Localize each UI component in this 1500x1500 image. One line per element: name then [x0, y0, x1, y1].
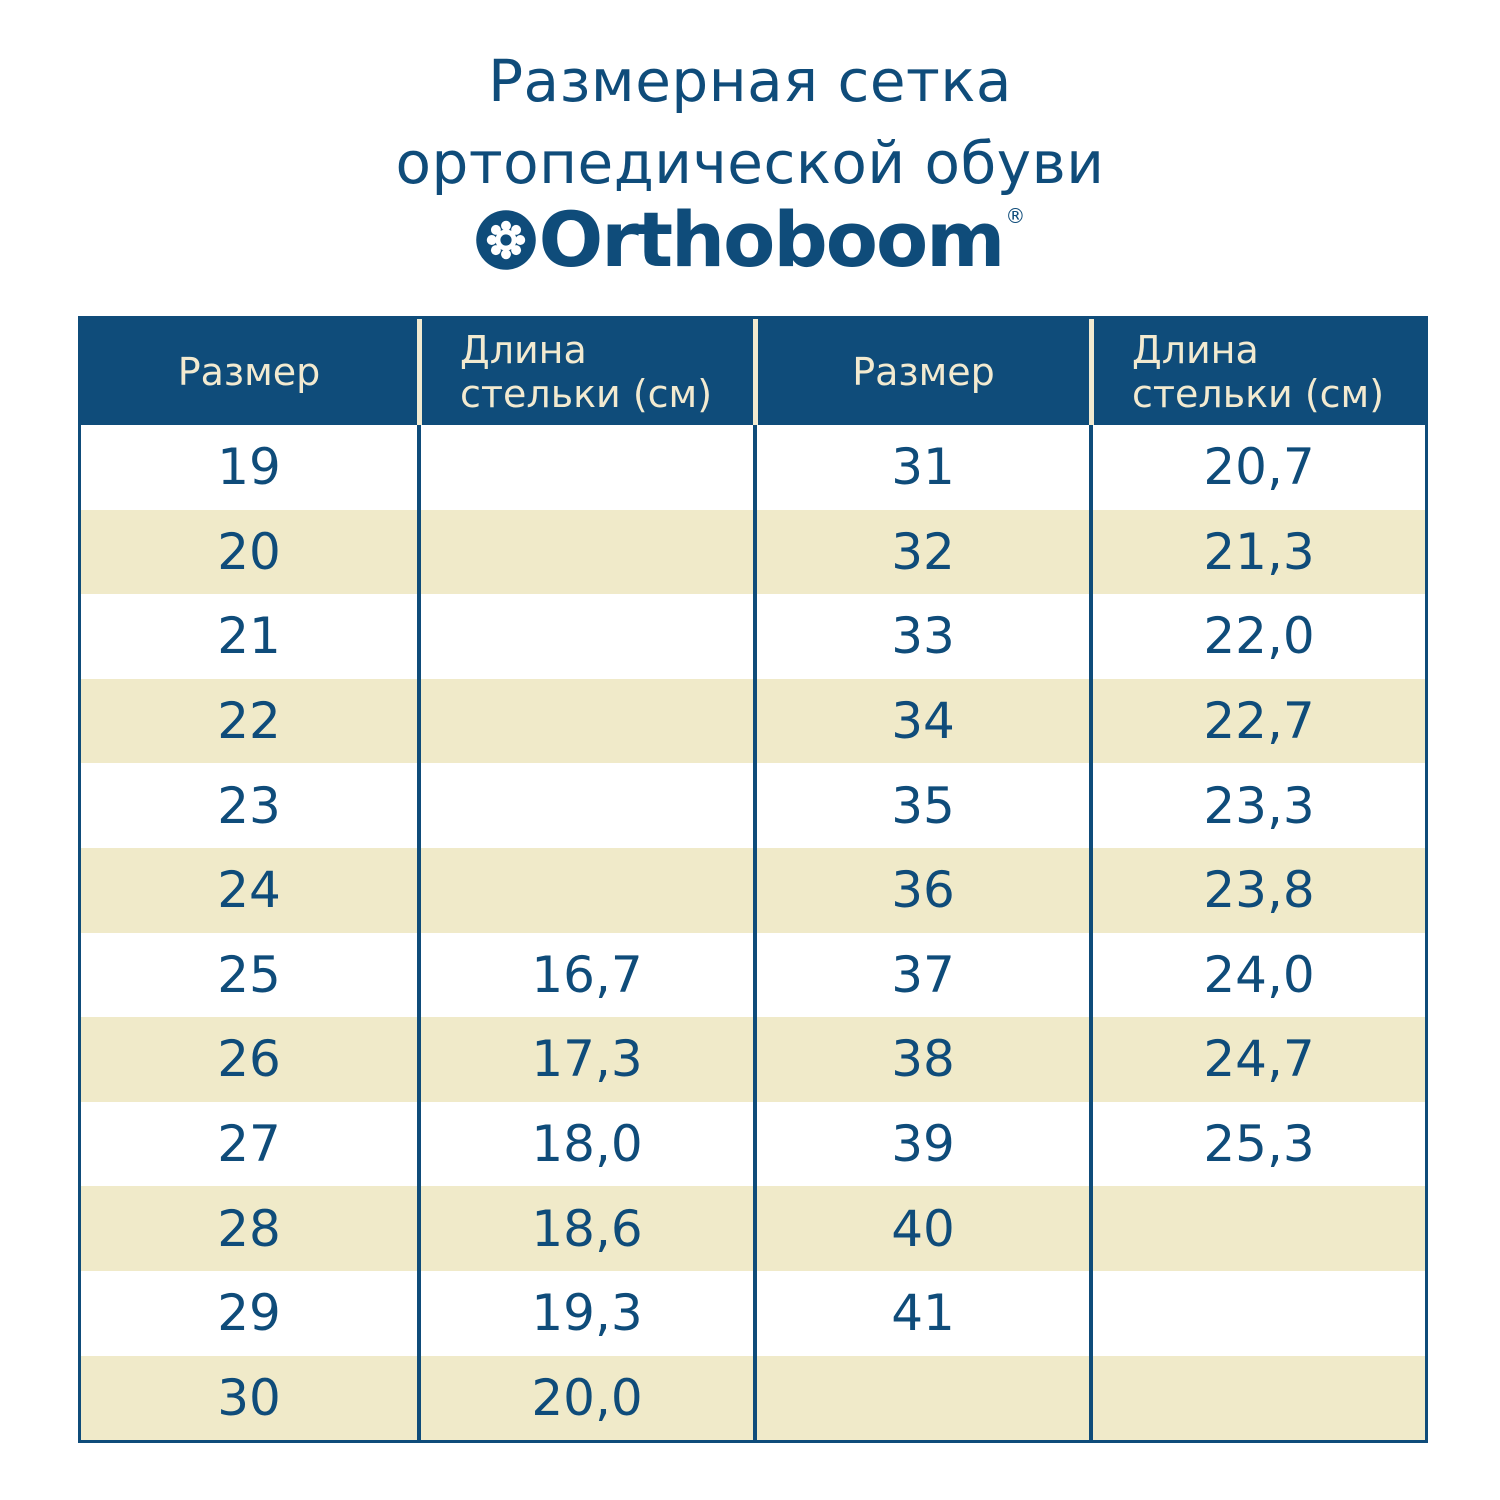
length-cell: [417, 510, 753, 595]
table-row: [81, 425, 1425, 510]
length-cell: 24,7: [1089, 1017, 1425, 1102]
length-cell: 19,3: [417, 1271, 753, 1356]
length-cell: 16,7: [417, 933, 753, 1018]
size-cell: 41: [753, 1271, 1089, 1356]
length-cell: 18,6: [417, 1186, 753, 1271]
page-title-line-2: ортопедической обуви: [395, 129, 1105, 197]
size-cell: [753, 1356, 1089, 1441]
length-cell: 24,0: [1089, 933, 1425, 1018]
size-cell: 22: [81, 679, 417, 764]
title-block: [0, 40, 1500, 204]
size-cell: 35: [753, 763, 1089, 848]
size-cell: 32: [753, 510, 1089, 595]
table-row: [81, 1271, 1425, 1356]
header-length-2-line-2: стельки (см): [1132, 372, 1385, 416]
length-cell: [417, 763, 753, 848]
header-size-2: Размер: [753, 319, 1089, 425]
table-row: [81, 510, 1425, 595]
size-cell: 34: [753, 679, 1089, 764]
size-cell: 40: [753, 1186, 1089, 1271]
table-row: [81, 1102, 1425, 1187]
length-cell: [417, 679, 753, 764]
header-length-1: [417, 319, 753, 425]
length-cell: 22,0: [1089, 594, 1425, 679]
size-cell: 21: [81, 594, 417, 679]
size-cell: 28: [81, 1186, 417, 1271]
size-chart-header: [81, 319, 1425, 425]
size-cell: 27: [81, 1102, 417, 1187]
length-cell: 17,3: [417, 1017, 753, 1102]
size-cell: 24: [81, 848, 417, 933]
size-cell: 33: [753, 594, 1089, 679]
table-row: [81, 594, 1425, 679]
length-cell: [1089, 1271, 1425, 1356]
length-cell: 22,7: [1089, 679, 1425, 764]
length-cell: 21,3: [1089, 510, 1425, 595]
header-length-2-line-1: Длина: [1132, 328, 1259, 372]
length-cell: 18,0: [417, 1102, 753, 1187]
length-cell: 23,8: [1089, 848, 1425, 933]
length-cell: [417, 848, 753, 933]
header-length-2: [1089, 319, 1425, 425]
size-cell: 29: [81, 1271, 417, 1356]
brand-logo-block: [0, 195, 1500, 284]
length-cell: 20,0: [417, 1356, 753, 1441]
length-cell: 20,7: [1089, 425, 1425, 510]
length-cell: [1089, 1356, 1425, 1441]
size-chart-body: [81, 425, 1425, 1440]
page-title-line-1: Размерная сетка: [488, 47, 1012, 115]
length-cell: [1089, 1186, 1425, 1271]
size-cell: 30: [81, 1356, 417, 1441]
size-cell: 20: [81, 510, 417, 595]
size-cell: 38: [753, 1017, 1089, 1102]
header-length-1-line-2: стельки (см): [460, 372, 713, 416]
table-row: [81, 933, 1425, 1018]
table-row: [81, 763, 1425, 848]
table-row: [81, 1356, 1425, 1441]
brand-name: Orthoboom: [538, 195, 1004, 284]
length-cell: 23,3: [1089, 763, 1425, 848]
length-cell: [417, 425, 753, 510]
length-cell: [417, 594, 753, 679]
size-chart-table: [78, 316, 1428, 1443]
table-row: [81, 679, 1425, 764]
orthoboom-logo-icon: [475, 209, 537, 271]
size-cell: 31: [753, 425, 1089, 510]
length-cell: 25,3: [1089, 1102, 1425, 1187]
size-cell: 26: [81, 1017, 417, 1102]
size-cell: 37: [753, 933, 1089, 1018]
size-cell: 39: [753, 1102, 1089, 1187]
header-length-1-line-1: Длина: [460, 328, 587, 372]
size-cell: 36: [753, 848, 1089, 933]
table-row: [81, 1017, 1425, 1102]
brand-logo-wrapper: [475, 195, 1026, 284]
table-row: [81, 848, 1425, 933]
header-size-1: Размер: [81, 319, 417, 425]
header-row: [81, 319, 1425, 425]
size-cell: 19: [81, 425, 417, 510]
registered-mark: ®: [1005, 204, 1026, 228]
size-cell: 23: [81, 763, 417, 848]
table-row: [81, 1186, 1425, 1271]
size-cell: 25: [81, 933, 417, 1018]
